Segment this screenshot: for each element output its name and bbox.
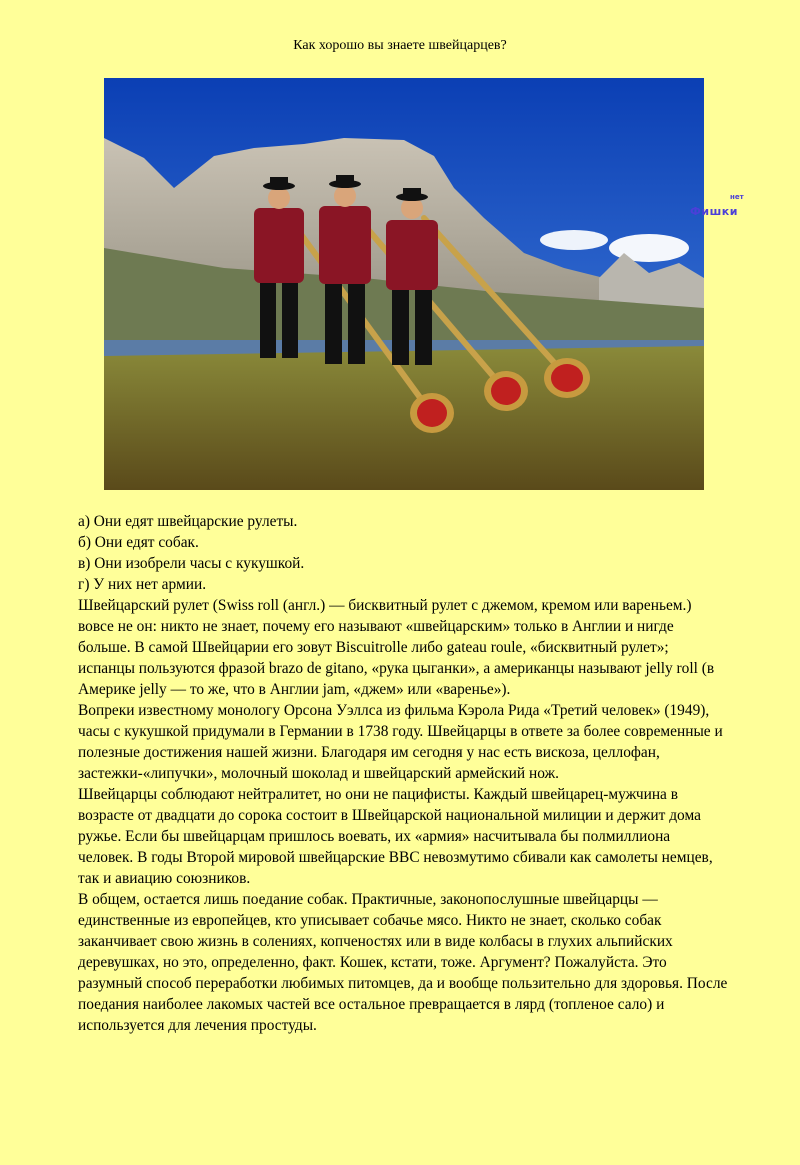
- option-a: а) Они едят швейцарские рулеты.: [78, 513, 298, 530]
- paragraph-swiss-roll: Швейцарский рулет (Swiss roll (англ.) — бисквитный рулет с джемом, кремом или вареньем.) вовсе не он: никто не знает, почему его называют «швейцарским» только в Англии и нигде больше. В самой Швейцарии его зовут Biscuitrolle либо gateau roule, «бисквитный рулет»; испанцы пользуются фразой brazo de gitano, «рука цыганки», а американцы называют jelly roll (в Америке jelly — то же, что в Англии jam, «джем» или «варенье»).: [78, 597, 715, 698]
- paragraph-army: Швейцарцы соблюдают нейтралитет, но они не пацифисты. Каждый швейцарец-мужчина в возрасте от двадцати до сорока состоит в Швейцарской национальной милиции и держит дома ружье. Если бы швейцарцам пришлось воевать, их «армия» насчитывала бы полмиллиона человек. В годы Второй мировой швейцарские ВВС невозмутимо сбивали как самолеты немцев, так и авиацию союзников.: [78, 786, 713, 887]
- watermark-text: Фишки: [690, 205, 738, 218]
- watermark-suffix: нет: [730, 193, 744, 201]
- article-body: [78, 511, 728, 1036]
- paragraph-cuckoo-clock: Вопреки известному монологу Орсона Уэллса из фильма Кэрола Рида «Третий человек» (1949), часы с кукушкой придумали в Германии в 1738 году. Швейцарцы в ответе за более современные и полезные достижения нашей жизни. Благодаря им сегодня у нас есть вискоза, целлофан, застежки-«липучки», молочный шоколад и швейцарский армейский нож.: [78, 702, 723, 782]
- watermark-logo: [690, 193, 744, 219]
- option-b: б) Они едят собак.: [78, 534, 199, 551]
- alphorn-players-photo: [104, 78, 704, 490]
- paragraph-dogs: В общем, остается лишь поедание собак. Практичные, законопослушные швейцарцы — единственные из европейцев, кто уписывает собачье мясо. Никто не знает, сколько собак заканчивает свою жизнь в солениях, копченостях или в виде колбасы в глухих альпийских деревушках, но это, определенно, факт. Кошек, кстати, тоже. Аргумент? Пожалуйста. Это разумный способ переработки любимых питомцев, да и вообще пользительно для здоровья. После поедания наиболее лакомых частей все остальное превращается в лярд (топленое сало) и используется для лечения простуды.: [78, 891, 728, 1034]
- option-d: г) У них нет армии.: [78, 576, 207, 593]
- page-title: Как хорошо вы знаете швейцарцев?: [293, 38, 507, 53]
- option-c: в) Они изобрели часы с кукушкой.: [78, 555, 305, 572]
